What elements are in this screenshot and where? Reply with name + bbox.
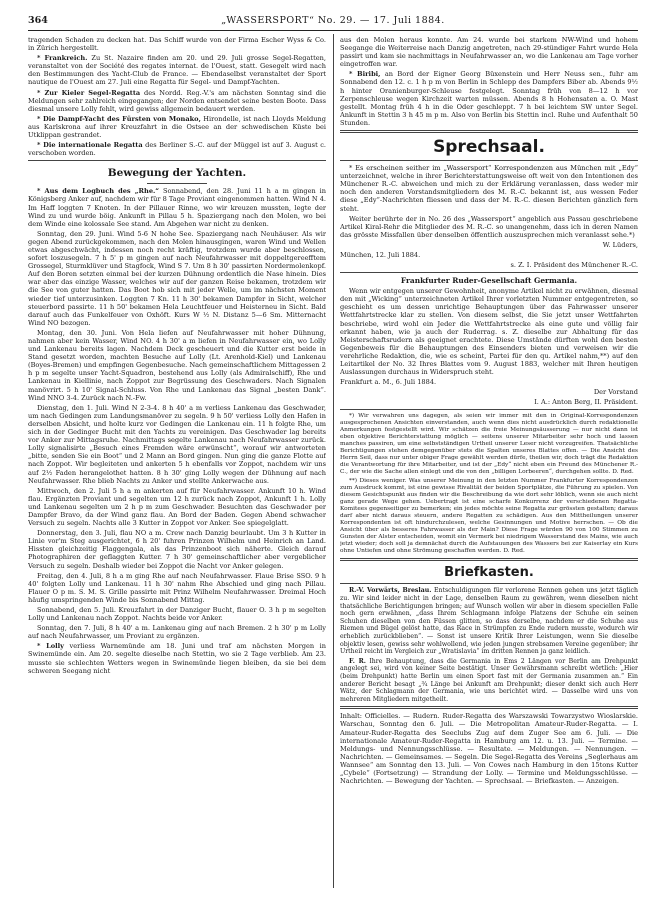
- page-header: [28, 12, 638, 31]
- logbook-entry: [28, 606, 326, 622]
- logbook-entry: [28, 187, 326, 227]
- logbook-entry: [28, 404, 326, 485]
- item-lead: F. R.: [349, 657, 366, 665]
- news-item-biribi: [340, 70, 638, 127]
- item-text: Entschuldigungen für verlorene Rennen gehen uns jetzt täglich zu. Wir sind leider nicht in der Lage, denselben Raum zu gewähren, wenn dieselben nicht thatsächliche Berichtigungen bringen; auf Wunsch wollen wir aber in diesem speciellen Falle noch gern erwähnen, „dass Ihrem Schlagmann infolge Platzens der Schuhe ein seinen Schuhen dieselben von den Füssen glitten, so dass derselbe, nachdem er die Schuhe aus Riemen und Bügel gelöst hatte, das Race in Strümpfen zu Ende rudern musste, wodurch wir erheblich zurückblieben“. — Sonst ist unsere Kritik Ihrer Leistungen, wenn Sie dieselbe objektiv lesen, gewiss sehr wohlwollend, wie jeden jungen strebsamen Vereine gegenüber; ihr Urtheil reicht im Vergleich zur „Wratislavia“ im dritten Rennen ja ganz leidlich.: [340, 587, 638, 656]
- item-text: Mittwoch, den 2. Juli 5 h a m ankerten auf für Neufahrwasser. Ankunft 10 h. Wind flau. Ergänzten Proviant und segelten um 12 h zurück nach Zoppot, Ankunft 1 h. Lolly und Lankenau segelten um 2 h p m zum Geschwader. Besuchten das Geschwader per Dampfer Bravo, da der Wind ganz flau. An Bord der Baden. Gegen Abend schwacher Versuch zu segeln. Nachts alle 3 Kutter in Zoppot vor Anker. See spiegelglatt.: [28, 486, 326, 528]
- item-text: Dienstag, den 1. Juli. Wind N 2-3-4. 8 h 40' a m verliess Lankenau das Geschwader, um nach Gedingen zum Landungsmanöver zu segeln. 9 h 50' verliess Lolly den Hafen in derselben Absicht, und holte kurz vor Gedingen die Lankenau ein. 11 h folgte Rhe, um sich in der Gedinger Bucht mit den Yachts zu vereinigen. Das Geschwader lag bereits vor Anker zur Mittagsruhe. Nachmittags segelte Lankenau nach Neufahrwasser zurück. Lolly signalisirte „Besuch eines Fremden wäre erwünscht“, worauf wir antworteten „bitte, senden Sie ein Boot“ und 2 Mann an Bord gingen. Nun ging die ganze Flotte auf nach Zoppot. Wir begleiteten und ankerten 5 h ebenfalls vor Zoppot, nachdem wir uns auf 2½ Faden herangelothet hatten. 8 h 30' ging Lolly wegen der Dühnung auf nach Neufahrwasser. Rhe blieb Nachts zu Anker und stellte Ankerwache aus.: [28, 403, 326, 485]
- divider: [340, 409, 638, 410]
- signature-name: W. Lüders,: [602, 240, 638, 249]
- item-text: Sonntag, den 29. Juni. Wind 5-6 N hohe See. Spaziergang nach Neuhäuser. Als wir gegen Abend zurückgekommen, nach den Molen hinausgingen, waren Wind und Wellen etwas abgeschwächt, indessen noch recht kräftig, trotzdem wurde aber beschlossen, sofort loszusegeln. 7 h 5' p m gingen auf nach Neufahrwasser mit doppeltgereefftem Grossegel, Sturmklüver und Stagfock, Wind S 7. Um 8 h 30' passirten Nordermolenkopf. Auf den Boren setzten einmal bei der kurzen Dühnung ordentlich die Nase hinein. Dies war aber das einzige Wasser, welches wir auf der ganzen Reise bekamen, trotzdem wir die See von guter hatten. Das Boot hob sich mit jeder Welle, um im nächsten Moment wieder tief unterzusinken. Loggten 7 Kn. 11 h 30' bekamen Dampfer in Sicht, welcher steuerbord passirte. 11 h 50' bekamen Hela Leuchtfeuer und Heisterneu in Sicht. Bald darauf auch das Funkelfeuer von Oxhöft. Kurs W ½ N. Distanz 5—6 Sm. Mitternacht Wind NO bezogen.: [28, 229, 326, 327]
- sprechsaal-paragraph: * Es erscheinen seither im „Wassersport“ Korrespondenzen aus München mit „Edy“ unterzeichnet, welche in ihrer Berichterstattungsweise oft weit von den Intentionen des Münchener R.-C. abweichen und mich zu der Erklärung veranlassen, dass weder mir noch den anderen Vorstandsmitgliedern des M. R.-C. bekannt ist, aus wessen Feder diese „Edy“-Nachrichten fliessen und dass der M. R.-C. diesen Berichten gänzlich fern steht.: [340, 164, 638, 213]
- logbook-entry: [28, 230, 326, 327]
- news-item-frankreich: [28, 54, 326, 86]
- item-text: Sonnabend, den 5. Juli. Kreuzfahrt in der Danziger Bucht, flauer O. 3 h p m segelten Lolly und Lankenau nach Zoppot. Nachts beide vor Anker.: [28, 606, 326, 623]
- item-text: Sonnabend, den 28. Juni 11 h a m gingen in Königsberg Anker auf, nachdem wir für 8 Tage Proviant eingenommen hatten. Wind N 4. Im Haff loggten 7 Knoten. In der Pillauer Rinne, wo wir kreuzen mussten, legte der Wind zu und wurde böig. Ankunft in Pillau 5 h. Spaziergang nach den Molen, wo bei dem Winde eine kolossale See stand. Am Abgehen war nicht zu denken.: [28, 187, 326, 228]
- logbook-entry: [28, 624, 326, 640]
- signature-name: I. A.: Anton Berg, II. Präsident.: [534, 398, 638, 407]
- item-text: Freitag, den 4. Juli, 8 h a m ging Rhe auf nach Neufahrwasser. Flaue Brise SSO. 9 h 40' folgten Lolly und Lankenau. 11 h 30' nahm Rhe Abschied und ging nach Pillau. Flauer O p m. S. M. S. Grille passirte mit Prinz Wilhelm Neufahrwasser. Dreimal Hoch häufig umspringenden Winde bis Sonnabend Mittag.: [28, 571, 326, 604]
- signature-org: Der Vorstand: [593, 388, 638, 397]
- logbook-entry: [28, 572, 326, 604]
- item-text: an Bord der Eigner Georg Büxenstein und Herr Neuss sen., fuhr am Sonnabend den 12. c. 1 h p m von Berlin in Schlepp des Dampfers Biber ab. Abends 9½ h hinter Oranienburger-Schleuse festgelegt. Sonntag früh von 8—12 h vor Zerpenschleuse wegen Kirchzeit warten müssen. Abends 8 h Hohensaten a. O. Mast gestellt. Montag früh 4 h in die Oder geschleppt. 7 h bei leichtem SW unter Segel. Ankunft in Stettin 3 h 45 m p m. Also von Berlin bis Stettin incl. Ruhe und Aufenthalt 50 Stunden.: [340, 70, 638, 127]
- item-lead: * Die Dampf-Yacht des Fürsten von Monako,: [37, 114, 201, 123]
- news-item-berlin-regatta: [28, 141, 326, 157]
- signature-place-date: Frankfurt a. M., 6. Juli 1884.: [340, 378, 437, 387]
- item-text: Hirondelle, ist nach Lloyds Meldung aus Karlskrona auf ihrer Kreuzfahrt in die Ostsee an der schwedischen Küste bei Utklippan gestrandet.: [28, 114, 326, 140]
- divider: [340, 160, 638, 161]
- briefkasten-entry: [340, 587, 638, 655]
- item-text: des Nordd. Reg.-V.'s am nächsten Sonntag sind die Meldungen sehr zahlreich eingegangen; der Norden entsendet seine besten Boote. Dass diesmal unsere Lolly fehlt, wird gewiss allgemein bedauert werden.: [28, 88, 326, 113]
- inhalt-text: Inhalt: Officielles. — Rudern. Ruder-Regatta des Warszawski Towarzystwo Wioslarskie. Warschau, Sonntag den 6. Juli. — Die Metropolitan Amateur-Ruder-Regatta. — I. Amateur-Ruder-Regatta des Seeclubs Zug auf dem Zuger See am 6. Juli. — Die internationale Amateur-Ruder-Regatta in Hamburg am 12. u. 13. Juli. — Termine. — Meldungs- und Nennungsschlüsse. — Resultate. — Meldungen. — Nennungen. — Nachrichten. — Gemeinsames. — Segeln. Die Segel-Regatta des Vereins „Seglerhaus am Wannsee“ am Sonntag den 13. Juli. — Von Cowes nach Hamburg in den 15tons Kutter „Cybele“ (Fortsetzung) — Strandung der Lolly. — Termine und Meldungsschlüsse. — Nachrichten. — Bewegung der Yachten. — Sprechsaal. — Briefkasten. — Anzeigen.: [340, 712, 638, 786]
- briefkasten-entry: [340, 658, 638, 704]
- newspaper-page: [28, 12, 638, 888]
- section-heading-yachten: Bewegung der Yachten.: [107, 167, 247, 180]
- item-lead: R.-V. Vorwärts, Breslau.: [349, 587, 432, 595]
- footnote: **) Dieses weniger. Was unserer Meinung in den letzten Nummer Frankfurter Korrespondenzen zum Ausdruck kommt, ist eine gewisse Rivalität der beiden Sportplätze, die Führung zu spielen. Von diesem Gesichtspunkt aus finden wir die Beschreibung da wie dort sehr löblich, wenn sie auch nicht ganz gerade Wege gehen. Uebertragt ist eine scharfe Konkurrenz der verschiedenen Regatta-Komitees gegenseitiger zu bemerken; ein jedes möchte seine Regatta zur grössten gestalten; daraus darf aber nicht daraus steuern, andere Regatten zu schädigen. Aus den Mittheilungen unserer Korrespondenten ist oft hindurchzulesen, welche Gesinnungen und Motive herrschen. — Ob die Ansicht über als besseres Fahrwasser als der Main? Diese Frage würden 90 von 100 Stimmen zu Gunsten der Alster entscheiden, womit ein Vermerk bei niedrigem Wasserstand des Mains, wie auch jetzt wieder; doch soll ja demnächst durch die Aufstauungen des Wassers bei zur Kaiserlay ein Kurs ohne Untiefen und ohne Strömung geschaffen werden. D. Red.: [340, 478, 638, 555]
- logbook-entry: [28, 329, 326, 402]
- signature-place-date: München, 12. Juli 1884.: [340, 250, 421, 259]
- running-title: „WASSERSPORT“ No. 29. — 17. Juli 1884.: [221, 15, 445, 26]
- logbook-entry: [28, 529, 326, 569]
- signature-role: s. Z. I. Präsident des Münchener R.-C.: [510, 261, 638, 270]
- subheading-frankfurt: Frankfurter Ruder-Gesellschaft Germania.: [400, 276, 578, 286]
- divider: [340, 130, 638, 133]
- item-text: Sonntag, den 7. Juli, 8 h 40' a m. Lankenau ging auf nach Bremen. 2 h 30' p m Lolly auf nach Neufahrwasser, um Proviant zu ergänzen.: [28, 624, 326, 641]
- item-lead: * Aus dem Logbuch des „Rhe.“: [37, 187, 160, 196]
- footnotes: [340, 413, 638, 555]
- item-lead: * Biribi,: [349, 70, 381, 79]
- item-text: Montag, den 30. Juni. Von Hela liefen auf Neufahrwasser mit hoher Dühnung, nahmen aber kein Wasser, Wind NO. 4 h 30' a m liefen in Neufahrwasser ein, wo Lolly und Lankenau bereits lagen. Nachdem Deck gescheuert und die Kutter erst beide in Stand gesetzt worden, machten Besuche auf Lolly (Lt. Arenhold-Kiel) und Lankenau (Boyes-Bremen) und empfingen Gegenbesuche. Nach gemeinschaftlichem Mittagessen 2 h p m segelte unser Yacht-Squadron, bestehend aus Lolly (als Admiralschiff), Rhe und Lankenau in Kiellinie, nach Zoppot zur Begrüssung des Geschwaders. Nach Signalen manövrirt. 5 h 10' Signal-Schluss. Von Rhe und Lankenau das Signal „besten Dank“. Wind NNO 3-4. Zurück nach N.-Fw.: [28, 328, 326, 402]
- item-lead: * Frankreich.: [37, 54, 88, 63]
- divider: [340, 706, 638, 709]
- item-lead: * Lolly: [37, 642, 64, 651]
- item-text: Zu St. Nazaire finden am 20. und 29. Juli grosse Segel-Regatten, veranstaltet von der Société des regates internat. de l'Ouest, statt. Gesegelt wird nach den Bestimmungen des Yacht-Club de France. — Ebendaselbst veranstaltet der Sport nautique de l'Ouest am 27. Juli eine Regatta für Segel- und Dampf-Yachten.: [28, 54, 326, 87]
- lolly-continuation: aus den Molen heraus konnte. Am 24. wurde bei starkem NW-Wind und hohem Seegange die Weiterreise nach Danzig angetreten, nach 29-stündiger Fahrt wurde Hela passirt und kam sie nachmittags in Neufahrwasser an, wo die Lankenau am Tage vorher eingetroffen war.: [340, 36, 638, 69]
- news-item-lolly: [28, 642, 326, 674]
- right-column: [340, 36, 638, 888]
- divider: [340, 558, 638, 561]
- footnote: *) Wir verwahren uns dagegen, als seien wir immer mit den in Original-Korrespondenzen ausgesprochenen Ansichten einverstanden, auch wenn dies nicht ausdrücklich durch redaktionelle Anmerkungen festgestellt wird. Wir schätzen die freie Meinungsäusserung — nur nicht dann ist eben objektive Berichterstattung möglich — seitens unserer Mitarbeiter sehr hoch und lassen manches passiren, um eine selbstständigen Urtheil unserer Leser nicht vorzugreifen. Thatsächliche Berichtigungen stehen demgegenüber stets die Spalten unseres Blattes offen. — Die Ansicht des Herrn Seil, dass nur unter obiger Frage gewählt werden dürfe, theilen wir, doch trägt die Redaktion die Verantwortung für ihre Mitarbeiter, und ist der „Edy“ nicht eben ein Freund des Münchener R.-C., der wie die Sache allen einlegt und die von den „billigen Lorbeeren“, durchgehen sollte. D. Red.: [340, 413, 638, 476]
- frankfurt-paragraph: Wenn wir entgegen unserer Gewohnheit, anonyme Artikel nicht zu erwähnen, diesmal den mit „Wicking“ unterzeichneten Artikel Ihrer vorletzten Nummer entgegentreten, so geschieht es um dessen unrichtige Behauptungen über das Fahrwasser unserer Wettfahrtstrecke klar zu stellen. Von diesem selbst, die Sie jetzt unser Wettfahrten beschriebe, wird wohl ein Jeder die Wettfahrtstrecke als eine gute und völlig fair erkannt haben, wie ja auch der Ruderrag. s. Z. dieselbe zur Abhaltung für das Meisterschaftsrudern als geeignet erachtete. Diese Umstände dürften wohl den besten Gegenbeweis für die Behauptungen des Einsenders bieten und verweisen wir die verehrliche Redaktion, die, wie es scheint, Partei für den qu. Artikel nahm,**) auf den Leitartikel der No. 32 Ihres Blattes vom 9. August 1883, welcher mit Ihren heutigen Auslassungen durchaus in Widerspruch steht.: [340, 287, 638, 377]
- item-text: Ihre Behauptung, dass die Germania in Ems 2 Längen vor Berlin am Drehpunkt angelegt sei, wird von keiner Seite bestätigt. Unser Gewährsmann schreibt wörtlich: „Hier (beim Drehpunkt) hatte Berlin um einen Sport fast mit der Germania zusammen an.“ Ein anderer Bericht besagt „¾ Länge bei Ankunft am Drehpunkt; dieser denkt sich auch Herr Wätz, der Schlagmann der Germania, wie uns berichtet wird. — Dasselbe wird uns von mehreren Mitgliedern mitgetheilt.: [340, 657, 638, 703]
- divider: [340, 583, 638, 584]
- item-text: des Berliner S.-C. auf der Müggel ist auf 3. August c. verschoben worden.: [28, 141, 326, 158]
- item-text: Donnerstag, den 3. Juli, flau NO a m. Crew nach Danzig beurlaubt. Um 3 h Kutter in Linie vor'm Steg ausgerichtet, 6 h 20' fuhren Prinzen Wilhelm und Heinrich an Land. Hissten gleichzeitig Flaggengala, als das Prinzenboot sich näherte. Gleich darauf Photographiren der geflaggten Kutter. 7 h 30' gemeinschaftlicher aber vergeblicher Versuch zu segeln. Deshalb wieder bei Zoppot die Nacht vor Anker gelegen.: [28, 529, 326, 570]
- table-of-contents: [340, 712, 638, 785]
- item-text: verliess Warnemünde am 18. Juni und traf am nächsten Morgen in Swinemünde ein. Am 20. segelte dieselbe nach Stettin, wo sie 2 Tage verblieb. Am 23. musste sie schlechten Wetters wegen in Swinemünde liegen bleiben, da sie bei dem schweren Seegang nicht: [28, 642, 326, 675]
- intro-paragraph: tragenden Schaden zu decken hat. Das Schiff wurde von der Firma Escher Wyss & Co. in Zürich hergestellt.: [28, 36, 326, 53]
- page-number: 364: [28, 15, 48, 26]
- columns: [28, 36, 638, 888]
- logbook-entry: [28, 487, 326, 527]
- news-item-kieler-regatta: [28, 89, 326, 113]
- item-lead: * Die internationale Regatta: [37, 141, 143, 150]
- sprechsaal-paragraph: Weiter berührte der in No. 26 des „Wassersport“ angeblich aus Passau geschriebene Artikel Kiral-Rehr die Mitglieder des M. R.-C. so unangenehm, dass ich in deren Namen das grösste Missfallen über denselben öffentlich auszusprechen mich veranlasst sehe.*): [340, 214, 638, 239]
- left-column: [28, 36, 326, 888]
- item-lead: * Zur Kieler Segel-Regatta: [37, 88, 141, 97]
- divider: [340, 272, 638, 273]
- divider: [28, 160, 326, 161]
- news-item-monako: [28, 115, 326, 139]
- section-heading-sprechsaal: Sprechsaal.: [433, 137, 545, 158]
- section-heading-briefkasten: Briefkasten.: [444, 565, 534, 581]
- heading-underline: [147, 183, 207, 184]
